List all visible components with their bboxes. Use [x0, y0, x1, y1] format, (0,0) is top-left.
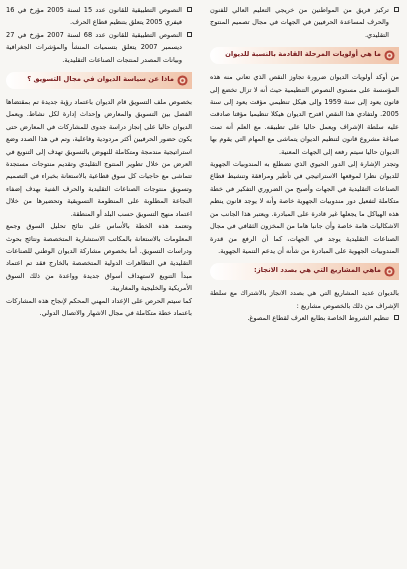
section-heading: ما هي أولويات المرحلة القادمة بالنسبة للديوان [225, 50, 381, 59]
paragraph: كما سيتم الحرص على الإعداد المهني المحكم لإنجاح هذه المشاركات باعتماد خطة متكاملة في مجال الاشهار والاتصال الدولي. [6, 296, 192, 317]
checkbox-bullet-icon [394, 315, 399, 320]
flower-icon [384, 266, 395, 277]
list-item [6, 4, 192, 29]
list-item [210, 4, 399, 41]
checkbox-bullet-icon [187, 32, 192, 37]
flower-icon [384, 50, 395, 61]
paragraph: وتعتمد هذه الخطة بالأساس على نتائج تحليل السوق وجمع المعلومات بالاستعانة بالمكاتب الاستشارية المتخصصة ونتائج بحوث ودراسات التسويق. أما بخصوص مشاركة الديوان الوطني للصناعات التقليدية في التظاهرات الدولية المتخصصة بالخارج فقد تم اعتماد مبدأ التنويع لاستهداف أسواق جديدة وواعدة من ذلك السوق الأمريكية والخليجية والمغاربية. [6, 222, 192, 293]
right-column [204, 0, 407, 325]
paragraph: وتجدر الإشارة إلى الدور الحيوي الذي تضطلع به المندوبيات الجهوية للديوان نظرا لموقعها الاستراتيجي في تأطير ومرافقة وتنشيط قطاع الصناعات التقليدية في الجهات وأصبح من الضروري التفكير في خطة متكاملة لتفعيل دور مندوبيات الجهوية خاصة وأنه لا يوجد قانون ينظم هذه الهياكل ما يجعلها غير قادرة على المبادرة. ويعتبر هذا الجانب من الاشكاليات هامة خاصة وأن جانبا هاما من المخزون الثقافي في مجال الصناعات التقليدية يوجد في الجهات، كما أن الرفع من قدرة المندوبيات الجهوية على المبادرة من شأنه أن يدعم التنمية الجهوية. [210, 160, 399, 255]
list-item-text: النصوص التطبيقية للقانون عدد 15 لسنة 2005 مؤرخ في 16 فيفري 2005 يتعلق بتنظيم قطاع الحرف. [6, 6, 182, 27]
section-heading: ماذا عن سياسة الديوان في مجال التسويق ؟ [27, 75, 174, 84]
flower-icon [177, 75, 188, 86]
paragraph: بخصوص ملف التسويق قام الديوان باعتماد رؤية جديدة تم بمقتضاها الفصل بين التسويق والمعارض وإحداث إدارة لكل نشاط. ويعمل الديوان حاليا على إنجاز دراسة جدوى للمشاركات في المعارض حتى يكون حضور الحرفيين أكثر مردودية وفاعلية، وتم في هذا الصدد وضع استراتيجية مندمجة ومتكاملة للنهوض بالتسويق تهدف إلى التنويع في العرض من خلال تطوير المنتوج التقليدي وتقديم منتوجات مستجدة تتماشى مع حاجيات كل سوق قطاعية بالاستعانة بخبراء في التصميم وتسويق منتوجات الصناعات التقليدية والحرف الفنية بهدف إضفاء النجاعة المطلوبة على المنظومة التسويقية وتحضيرها من خلال اعتماد منهج التسويق حسب البلد أو المنطقة. [6, 98, 192, 218]
checkbox-bullet-icon [187, 7, 192, 12]
section-heading-banner [6, 72, 192, 89]
checkbox-bullet-icon [394, 7, 399, 12]
list-item-text: تنظيم الشروط الخاصة بطابع العرف لقطاع المصوغ. [247, 314, 389, 323]
section-heading: ماهي المشاريع التي هي بصدد الانجاز: [253, 266, 381, 275]
list-item [210, 312, 399, 324]
list-item [6, 29, 192, 66]
paragraph: من أوكد أولويات الديوان ضرورة تجاوز النقص الذي تعاني منه هذه المؤسسة على مستوى النصوص التنظيمية حيث أنه لا تزال تخضع إلى قانون يعود إلى سنة 1959 وإلى هيكل تنظيمي مؤقت يعود إلى سنة 2005. ولتفادي هذا النقص اقترح الديوان هيكلا تنظيميا مؤقتا صادقت عليه سلطة الإشراف ويعمل حاليا على تطبيقه. مع العلم أنه تمت صياغة مشروع قانون لتنظيم الديوان يتماشى مع المهام التي يقوم بها الديوان حاليا سيتم رفعه إلى الجهات المعنية. [210, 73, 399, 156]
left-column [0, 0, 200, 319]
section-heading-banner [210, 47, 399, 64]
list-item-text: النصوص التطبيقية للقانون عدد 68 لسنة 2007 مؤرخ في 27 ديسمبر 2007 يتعلق بتسميات المنشأ والمؤشرات الجغرافية وبيانات المصدر لمنتجات الصناعات التقليدية. [6, 30, 182, 64]
section-heading-banner [210, 263, 399, 280]
list-item-text: تركيز فريق من المواطنين من خريجي التعليم العالي للفنون والحرف لمساعدة الحرفيين في الجهات في مجال تصميم المنتوج التقليدي. [210, 6, 389, 39]
paragraph: بالديوان عديد المشاريع التي هي بصدد الانجاز بالاشتراك مع سلطة الإشراف من ذلك بالخصوص مشاريع : [210, 289, 399, 310]
